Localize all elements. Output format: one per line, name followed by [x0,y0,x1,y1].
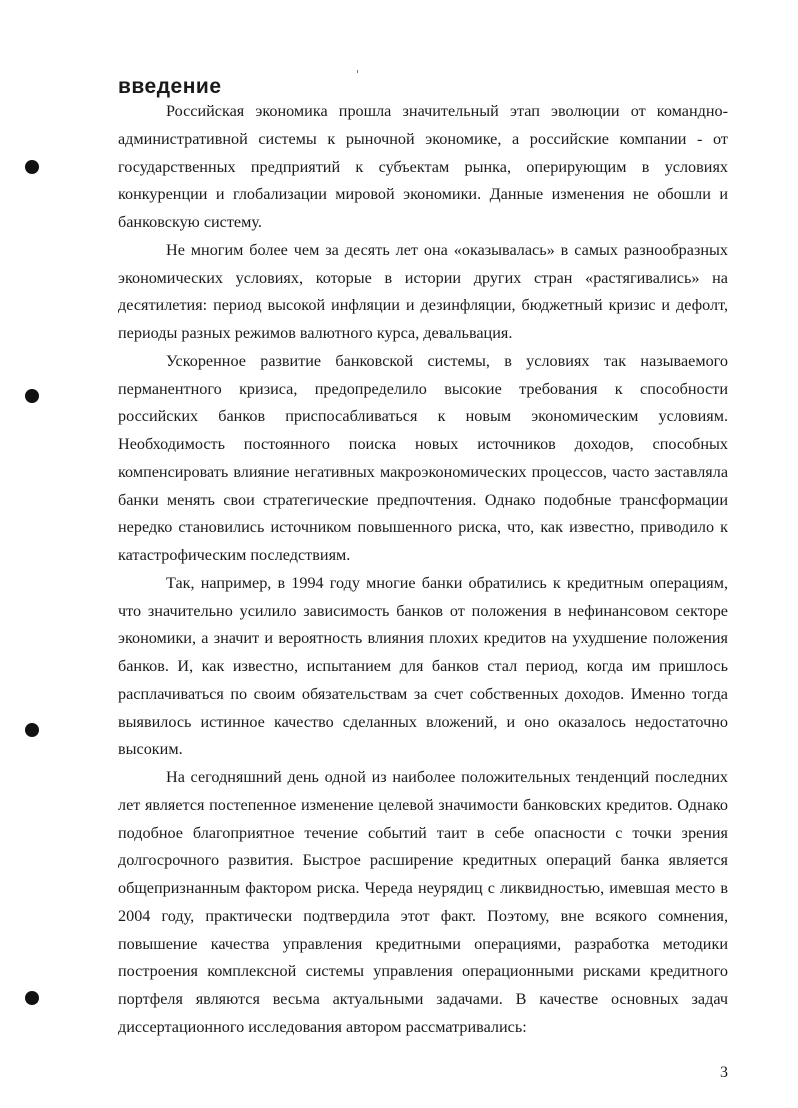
page-number: 3 [720,1064,728,1081]
paragraph: Не многим более чем за десять лет она «оказывалась» в самых разнообразных экономических условиях, которые в истории других стран «растягивались» на десятилетия: период высокой инфляции и дезинфляции, бюджетный кризис и дефолт, периоды разных режимов валютного курса, девальвация. [118,240,728,342]
binder-hole [25,389,39,403]
paragraph: Ускоренное развитие банковской системы, в условиях так называемого перманентного кризиса, предопределило высокие требования к способности российских банков приспосабливаться к новым экономическим условиям. Необходимость постоянного поиска новых источников доходов, способных компенсировать влияние негативных макроэкономических процессов, часто заставляла банки менять свои стратегические предпочтения. Однако подобные трансформации нередко становились источником повышенного риска, что, как известно, приводило к катастрофическим последствиям. [118,351,728,564]
binder-hole [25,723,39,737]
paragraph: На сегодняшний день одной из наиболее положительных тенденций последних лет является постепенное изменение целевой значимости банковских кредитов. Однако подобное благоприятное течение событий таит в себе опасности с точки зрения долгосрочного развития. Быстрое расширение кредитных операций банка является общепризнанным фактором риска. Череда неурядиц с ликвидностью, имевшая место в 2004 году, практически подтвердила этот факт. Поэтому, вне всякого сомнения, повышение качества управления кредитными операциями, разработка методики построения комплексной системы управления операционными рисками кредитного портфеля являются весьма актуальными задачами. В качестве основных задач диссертационного исследования автором рассматривались: [118,768,728,1036]
paragraph: Так, например, в 1994 году многие банки обратились к кредитным операциям, что значительно усилило зависимость банков от положения в нефинансовом секторе экономики, а значит и вероятность влияния плохих кредитов на ухудшение положения банков. И, как известно, испытанием для банков стал период, когда им пришлось расплачиваться по своим обязательствам за счет собственных доходов. Именно тогда выявилось истинное качество сделанных вложений, и оно оказалось недостаточно высоким. [118,573,728,759]
body-text [118,98,728,1042]
paragraph: Российская экономика прошла значительный этап эволюции от командно-административной системы к рыночной экономике, а российские компании - от государственных предприятий к субъектам рынка, оперирующим в условиях конкуренции и глобализации мировой экономики. Данные изменения не обошли и банковскую систему. [118,102,728,231]
binder-hole [25,160,39,174]
binder-hole [25,991,39,1005]
section-title: введение [118,75,222,98]
scan-speck [357,70,358,73]
